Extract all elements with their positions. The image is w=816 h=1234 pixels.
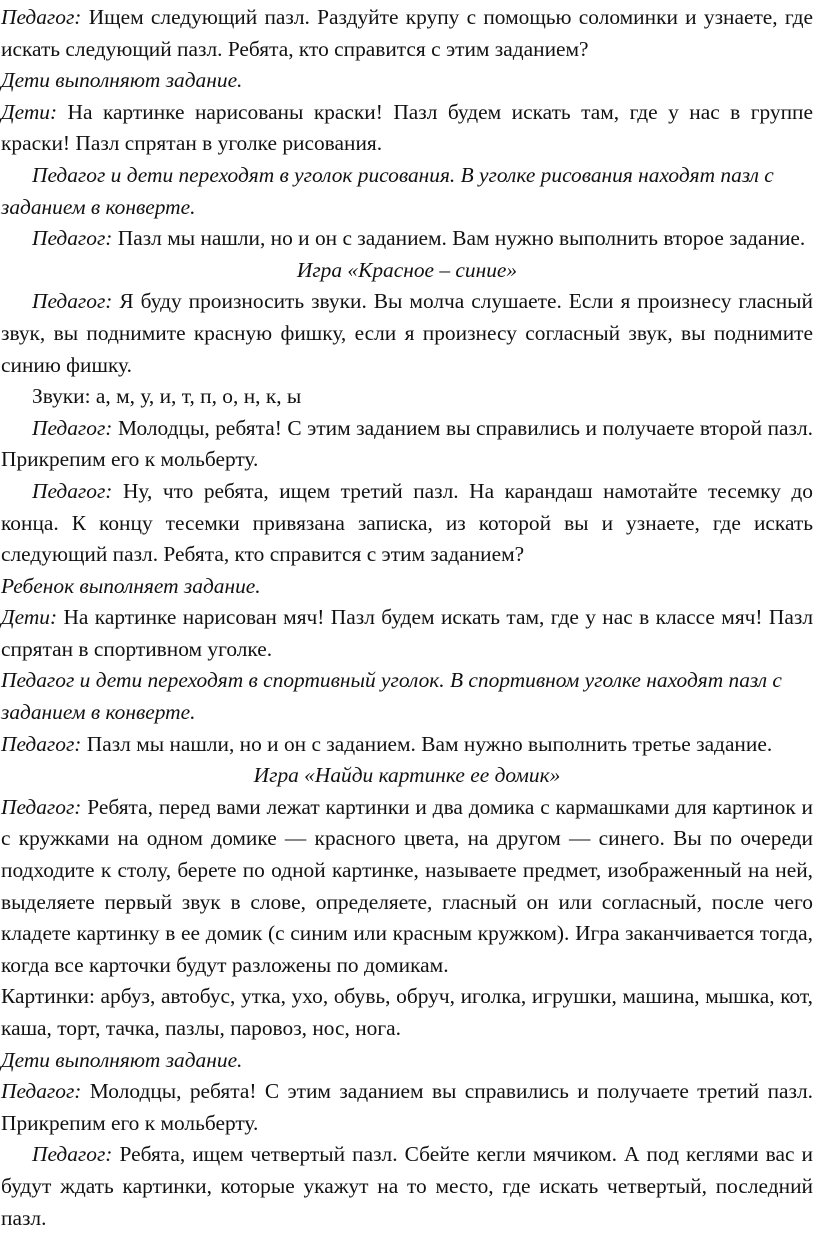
paragraph-text: Ну, что ребята, ищем третий пазл. На карандаш намотайте тесемку до конца. К концу тесемки привязана записка, из которой вы и узнаете, где искать следующий пазл. Ребята, кто справится с этим заданием? bbox=[1, 478, 813, 567]
paragraph-text: Пазл мы нашли, но и он с заданием. Вам нужно выполнить третье задание. bbox=[81, 731, 773, 756]
paragraph-text: На картинке нарисован мяч! Пазл будем искать там, где у нас в классе мяч! Пазл спрятан в спортивном уголке. bbox=[1, 605, 813, 661]
speaker-label: Педагог: bbox=[32, 226, 113, 251]
paragraph-text: Молодцы, ребята! С этим заданием вы справились и получаете третий пазл. Прикрепим его к мольберту. bbox=[1, 1079, 813, 1135]
paragraph-1 bbox=[1, 2, 813, 65]
speaker-label: Педагог: bbox=[1, 1079, 82, 1104]
speaker-label: Педагог: bbox=[1, 5, 82, 29]
speaker-label: Педагог: bbox=[32, 478, 113, 503]
paragraph-14 bbox=[1, 729, 813, 761]
speaker-label: Педагог: bbox=[32, 289, 113, 314]
paragraph-3 bbox=[1, 97, 813, 160]
paragraph-text: Молодцы, ребята! С этим заданием вы справились и получаете второй пазл. Прикрепим его к мольберту. bbox=[1, 415, 813, 472]
paragraph-10 bbox=[1, 476, 813, 571]
paragraph-text: Пазл мы нашли, но и он с заданием. Вам нужно выполнить второе задание. bbox=[112, 226, 806, 251]
speaker-label: Педагог: bbox=[1, 731, 82, 756]
paragraph-text: Ищем следующий пазл. Раздуйте крупу с помощью соломинки и узнаете, где искать следующий пазл. Ребята, кто справится с этим заданием? bbox=[1, 5, 813, 61]
game-heading: Игра «Красное – синие» bbox=[296, 257, 518, 282]
speaker-label: Педагог: bbox=[1, 794, 82, 819]
paragraph-text: На картинке нарисованы краски! Пазл будем искать там, где у нас в группе краски! Пазл спрятан в уголке рисования. bbox=[1, 99, 813, 156]
paragraph-7 bbox=[1, 286, 813, 381]
pictures-list: Картинки: арбуз, автобус, утка, ухо, обувь, обруч, иголка, игрушки, машина, мышка, кот, каша, торт, тачка, пазлы, паровоз, нос, нога. bbox=[1, 984, 813, 1040]
paragraph-19 bbox=[1, 1076, 813, 1139]
stage-direction: Педагог и дети переходят в уголок рисования. В уголке рисования находят пазл с заданием в конверте. bbox=[1, 162, 774, 219]
speaker-label: Педагог: bbox=[32, 415, 113, 440]
paragraph-text: Ребята, перед вами лежат картинки и два домика с кармашками для картинок и с кружками на одном домике — красного цвета, на другом — синего. Вы по очереди подходите к столу, берете по одной картинке, называете предмет, изображенный на ней, выделяете первый звук в слове, определяете, гласный он или согласный, после чего кладете картинку в ее домик (с синим или красным кружком). Игра заканчивается тогда, когда все карточки будут разложены по домикам. bbox=[1, 794, 813, 977]
paragraph-12 bbox=[1, 602, 813, 665]
game-heading: Игра «Найди картинке ее домик» bbox=[253, 763, 561, 788]
stage-direction: Педагог и дети переходят в спортивный уголок. В спортивном уголке находят пазл с заданием в конверте. bbox=[1, 668, 782, 725]
stage-direction: Ребенок выполняет задание. bbox=[1, 573, 261, 598]
paragraph-5 bbox=[1, 223, 813, 255]
paragraph-text: Ребята, ищем четвертый пазл. Сбейте кегли мячиком. А под кеглями вас и будут ждать картинки, которые укажут на то место, где искать четвертый, последний пазл. bbox=[1, 1142, 813, 1230]
paragraph-text: Я буду произносить звуки. Вы молча слушаете. Если я произнесу гласный звук, вы поднимите красную фишку, если я произнесу согласный звук, вы поднимите синию фишку. bbox=[1, 289, 813, 377]
paragraph-16 bbox=[1, 792, 813, 982]
sounds-list: Звуки: а, м, у, и, т, п, о, н, к, ы bbox=[32, 384, 302, 409]
paragraph-20 bbox=[1, 1139, 813, 1234]
speaker-label: Педагог: bbox=[32, 1142, 113, 1167]
speaker-label: Дети: bbox=[1, 99, 58, 124]
speaker-label: Дети: bbox=[1, 605, 58, 630]
stage-direction: Дети выполняют задание. bbox=[1, 68, 243, 93]
stage-direction: Дети выполняют задание. bbox=[1, 1047, 243, 1072]
paragraph-9 bbox=[1, 413, 813, 476]
